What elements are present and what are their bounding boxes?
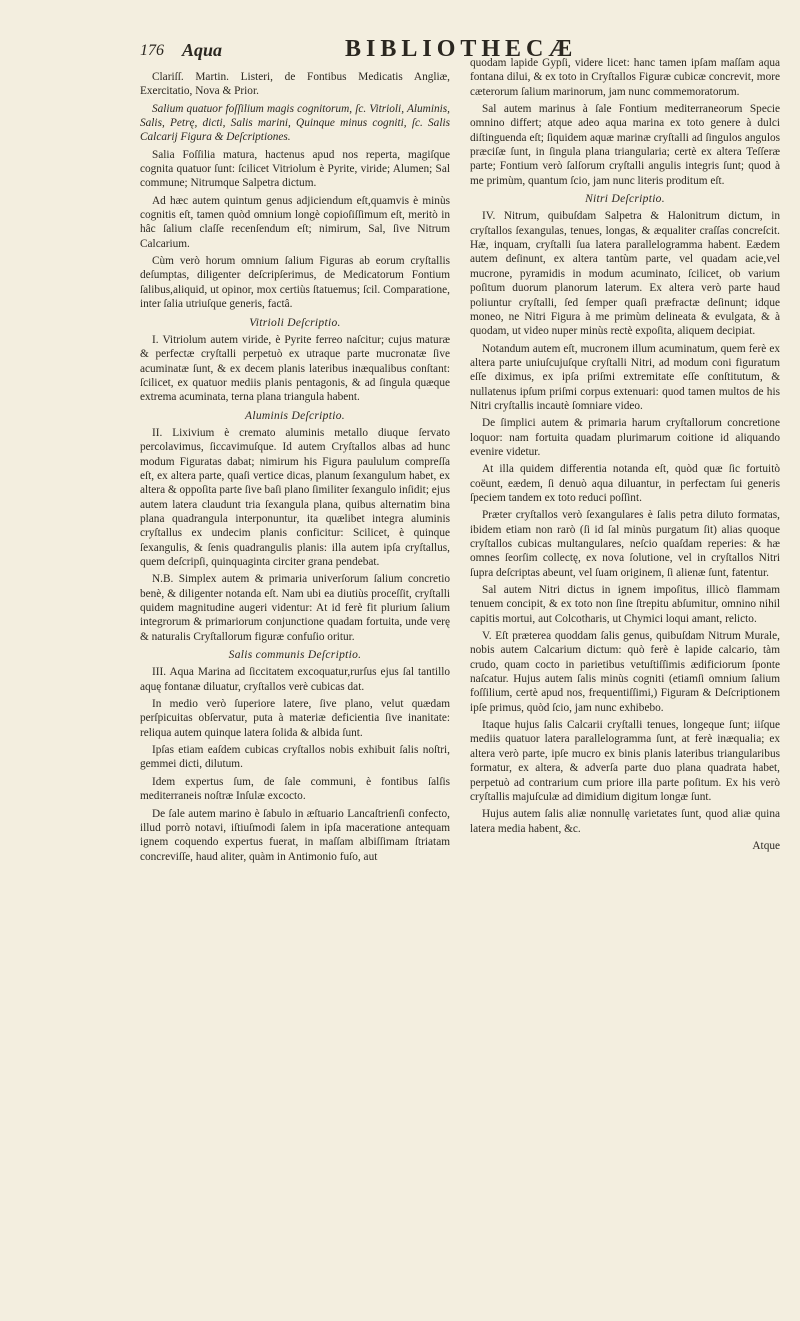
paragraph: Hujus autem ſalis aliæ nonnullę varietates ſunt, quod aliæ quina latera media habent, &c. <box>470 808 780 835</box>
section-heading: Aluminis Deſcriptio. <box>245 409 345 422</box>
paragraph: Sal autem marinus à ſale Fontium mediterraneorum Specie omnino differt; atque adeo aqua marina ex toto genere à dulci diſtinguenda eſt; ſiquidem aquæ marinæ cryſtalli ad ſingulos angulos præciſæ ſunt, in ſingula plana triangularia; certè ex altera Teſſeræ parte; Fontium verò ſalſorum cryſtalli angulis integris ſunt; quod à me primùm, quantum ſcio, jam nunc literis proditum eſt. <box>470 103 780 187</box>
catchword: Atque <box>752 839 780 852</box>
section-heading: Vitrioli Deſcriptio. <box>249 316 341 329</box>
right-column <box>470 56 780 856</box>
section-heading: Salis communis Deſcriptio. <box>228 649 362 662</box>
section-heading: Nitri Deſcriptio. <box>585 193 665 206</box>
paragraph: Itaque hujus ſalis Calcarii cryſtalli tenues, longeque ſunt; iiſque mediis quatuor latera parallelogramma ſunt, at ferè inæqualia; ex altera verò parte, ipſe mucro ex binis planis lateribus triangularibus formatur, ex altera, & adverſa parte duo plana quadrata habet, perpetuò ad contrarium cum priore illa parte poſitum. Ex his verò cryſtallis majuſculæ ad dimidium digitum longæ ſunt. <box>470 719 780 803</box>
page-number: 176 <box>140 42 164 59</box>
paragraph: In medio verò ſuperiore latere, ſive plano, velut quædam perſpicuitas obſervatur, puta à materiæ deficientia ſive inanitate: reliqua autem quinque latera ſolida & albida ſunt. <box>140 698 450 739</box>
page-title: BIBLIOTHECÆ <box>345 36 578 62</box>
paragraph: Salium quatuor foſſilium magis cognitorum, ſc. Vitrioli, Aluminis, Salis, Petrę, dicti, Salis marini, Quinque minus cogniti, ſc. Salis Calcarij Figura & Deſcriptiones. <box>140 102 450 144</box>
paragraph: Salia Foſſilia matura, hactenus apud nos reperta, magiſque cognita quatuor ſunt: ſcilicet Vitriolum è Pyrite, viride; Alumen; Sal commune; Nitrumque Salpetra dictum. <box>140 148 450 190</box>
paragraph: Ipſas etiam eaſdem cubicas cryſtallos nobis exhibuit ſalis noſtri, gemmei dicti, dilutum. <box>140 744 450 771</box>
running-word: Aqua <box>182 40 223 60</box>
paragraph: Cùm verò horum omnium ſalium Figuras ab eorum cryſtallis deſumptas, diligenter deſcripſerimus, de Medicatorum Fontium ſalibus,aliquid, ut opinor, mox certiùs ſtatuemus; ſcil. Comparatione, inter ſalia utriuſque generis, factâ. <box>140 255 450 311</box>
paragraph: Præter cryſtallos verò ſexangulares è ſalis petra diluto formatas, ibidem etiam non rarò (ſi id ſal minùs purgatum ſit) alias quoque cryſtallos cubicas multangulares, neſcio quaſdam reperies: & hæ omnes ſeorſim collectę, ex nova ſolutione, vel in cryſtallos Nitri ſupra deſcriptas abeunt, vel ſuam originem, ſi alienæ ſunt, fatentur. <box>470 509 780 579</box>
paragraph: IV. Nitrum, quibuſdam Salpetra & Halonitrum dictum, in cryſtallos ſexangulas, tenues, longas, & æqualiter craſſas concreſcit. Hæ, inquam, cryſtalli ſua latera parallelogramma habent. Eædem autem deſinunt, ex altera tantùm parte, vel quadam acie,vel mucrone, pyramidis in modum acuminato, ſcilicet, ob varium poſitum duorum planorum laterum. Ex altera verò parte haud poliuntur cryſtalli, ſed ſemper quaſi præfractæ deſinunt; idque moneo, ne Nitri Figura à me primùm delineata & evulgata, & à quodam, ut video nuper minùs rectè expoſita, aliquem decipiat. <box>470 210 780 338</box>
paragraph: Idem expertus ſum, de ſale communi, è fontibus ſalſis mediterraneis noſtræ Inſulæ excocto. <box>140 775 450 803</box>
paragraph: N.B. Simplex autem & primaria univerſorum ſalium concretio benè, & diligenter notanda eſt. Nam ubi ea diutiùs proceſſit, cryſtalli quidem magnitudine augeri videntur: At id ferè fit plurium ſalium integrorum & primariorum conjunctione quadam fortuita, unde verę & naturalis Cryſtallorum figuræ confuſio oritur. <box>140 573 450 643</box>
paragraph: I. Vitriolum autem viride, è Pyrite ferreo naſcitur; cujus maturæ & perfectæ cryſtalli perpetuò ex utraque parte mucronatæ ſive acuminatæ ſunt, & ex decem planis lateribus inæqualibus conſtant: ſcilicet, ex quatuor mediis planis pentagonis, & ad ſingula quæque extrema acuminata, terna plana triangula habent. <box>140 333 450 404</box>
paragraph: III. Aqua Marina ad ſiccitatem excoquatur,rurſus ejus ſal tantillo aquę fontanæ diluatur, cryſtallos verè cubicas dat. <box>140 666 450 693</box>
paragraph: Sal autem Nitri dictus in ignem impoſitus, illicò flammam tenuem concipit, & ex toto non ſine ſtrepitu abſumitur, omnino nihil capitis mortui, aut Colcotharis, ut Chymici loqui amant, relicto. <box>470 584 780 625</box>
paragraph: Ad hæc autem quintum genus adjiciendum eſt,quamvis è minùs cognitis eſt, tamen quòd omnium longè copioſiſſimum eſt, meritò in hâc ſalium claſſe recenſendum eſt; nimirum, Sal, ſive Nitrum Calcarium. <box>140 194 450 250</box>
left-column <box>140 70 450 867</box>
paragraph: Clariſſ. Martin. Listeri, de Fontibus Medicatis Angliæ, Exercitatio, Nova & Prior. <box>140 71 450 98</box>
paragraph: De ſimplici autem & primaria harum cryſtallorum concretione loquor: nam fortuita quadam plurimarum coitione id aliquando evenire videtur. <box>470 417 780 458</box>
paragraph: At illa quidem differentia notanda eſt, quòd quæ ſic fortuitò coëunt, eædem, ſi denuò aqua diluantur, in perfectam ſui generis ſpeciem tandem ex toto reduci poſſint. <box>470 463 780 504</box>
paragraph: II. Lixivium è cremato aluminis metallo diuque ſervato percolavimus, ſiccavimuſque. Id autem Cryſtallos albas ad hunc modum Figuratas dabat; nimirum his Figura paululum compreſſa eſt, ex altera parte, quaſi vertice dicas, planum ſexangulum habet, ex altera & oppoſita parte ſive baſi plano ſimiliter ſexangulo inſidit; ejus autem latera claudunt tria ſexangula plana, quibus alternatim bina plana quadrangula interponuntur, ita quælibet integra aluminis cryſtallus ex undecim planis conficitur: Scilicet, è quinque ſexangulis, & ſenis quadrangulis planis: illa autem ipſa cryſtallus, quem deſcripſi, quinquaginta circiter grana pendebat. <box>140 426 450 568</box>
paragraph: Notandum autem eſt, mucronem illum acuminatum, quem ferè ex altera parte uniuſcujuſque cryſtalli Nitri, ad modum coni figuratum eſſe diximus, ex ipſa priſmi extremitate eſſe conſtitutum, & nullatenus ipſum priſmi corpus extenuari: quod tamen multos de his Nitri cryſtallis incautè ſomniare video. <box>470 342 780 412</box>
paragraph: De ſale autem marino è ſabulo in æſtuario Lancaſtrienſi confecto, illud porrò notavi, iſtiuſmodi ſalem in ipſa maceratione antequam ignem coquendo expertus fuerat, in maſſam albiſſimam ſtriatam concreviſſe, haud aliter, quàm in Antimonio fuſo, aut <box>140 807 450 863</box>
paragraph: quodam lapide Gypſi, videre licet: hanc tamen ipſam maſſam aqua fontana dilui, & ex toto in Cryſtallos Figuræ cubicæ concrevit, more cæterorum ſalium marinorum, jam nunc commemoratorum. <box>470 57 780 98</box>
paragraph: V. Eſt præterea quoddam ſalis genus, quibuſdam Nitrum Murale, nobis autem Calcarium dictum: quò ferè è lapide calcario, tàm crudo, quam cocto in parietibus vetuſtiſſimis ædificiorum ſponte naſcatur. Hujus autem ſalis minùs cogniti (etiamſi omnium ſalium foſſilium, certè apud nos, frequentiſſimi,) Figuram & Deſcriptionem ipſe primus, quòd ſcio, jam nunc exhibebo. <box>470 630 780 714</box>
